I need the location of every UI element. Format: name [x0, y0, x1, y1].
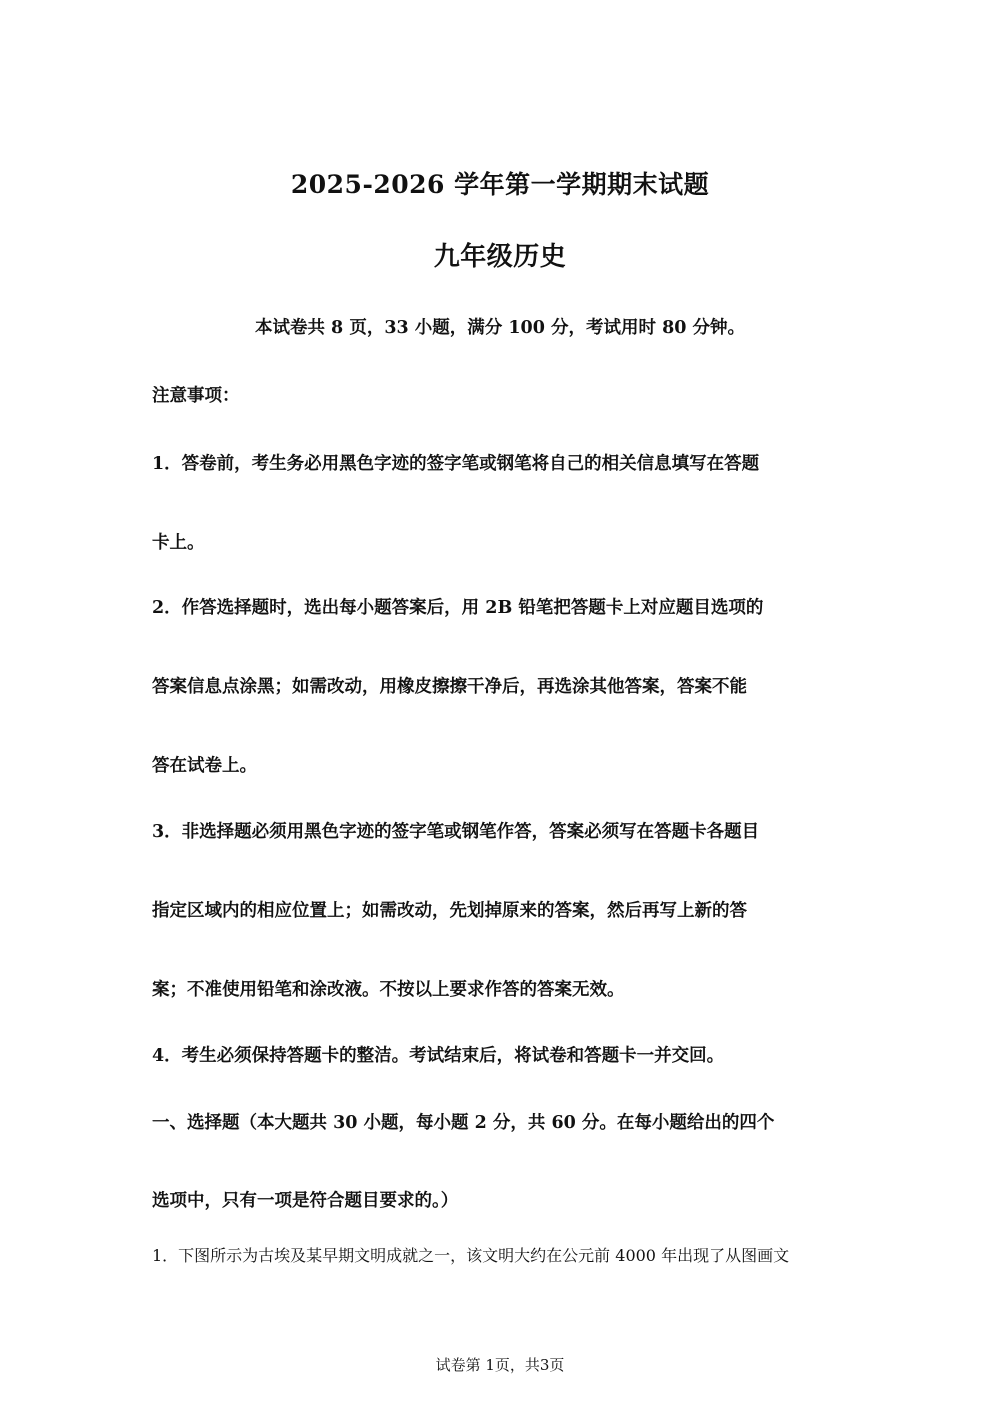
- notice-line: 1．答卷前，考生务必用黑色字迹的签字笔或钢笔将自己的相关信息填写在答题: [152, 454, 760, 474]
- notice-line: 2．作答选择题时，选出每小题答案后，用 2B 铅笔把答题卡上对应题目选项的: [152, 598, 764, 618]
- notice-line: 答在试卷上。: [152, 756, 257, 776]
- section-heading: 选项中，只有一项是符合题目要求的。）: [152, 1191, 459, 1211]
- notice-line: 案；不准使用铅笔和涂改液。不按以上要求作答的答案无效。: [152, 980, 625, 1000]
- exam-title: 2025-2026 学年第一学期期末试题: [290, 170, 710, 199]
- notice-heading: 注意事项：: [152, 386, 240, 406]
- notice-line: 3．非选择题必须用黑色字迹的签字笔或钢笔作答，答案必须写在答题卡各题目: [152, 822, 760, 842]
- question-text: 1．下图所示为古埃及某早期文明成就之一，该文明大约在公元前 4000 年出现了从图画文: [152, 1246, 790, 1265]
- section-heading: 一、选择题（本大题共 30 小题，每小题 2 分，共 60 分。在每小题给出的四个: [152, 1113, 775, 1133]
- notice-line: 答案信息点涂黑；如需改动，用橡皮擦擦干净后，再选涂其他答案，答案不能: [152, 677, 747, 697]
- exam-subtitle: 九年级历史: [433, 242, 567, 272]
- notice-line: 4．考生必须保持答题卡的整洁。考试结束后，将试卷和答题卡一并交回。: [152, 1046, 725, 1066]
- exam-info: 本试卷共 8 页，33 小题，满分 100 分，考试用时 80 分钟。: [254, 318, 746, 338]
- notice-line: 指定区域内的相应位置上；如需改动，先划掉原来的答案，然后再写上新的答: [152, 901, 747, 921]
- notice-line: 卡上。: [152, 533, 205, 553]
- page-footer: 试卷第 1页，共3页: [435, 1356, 565, 1374]
